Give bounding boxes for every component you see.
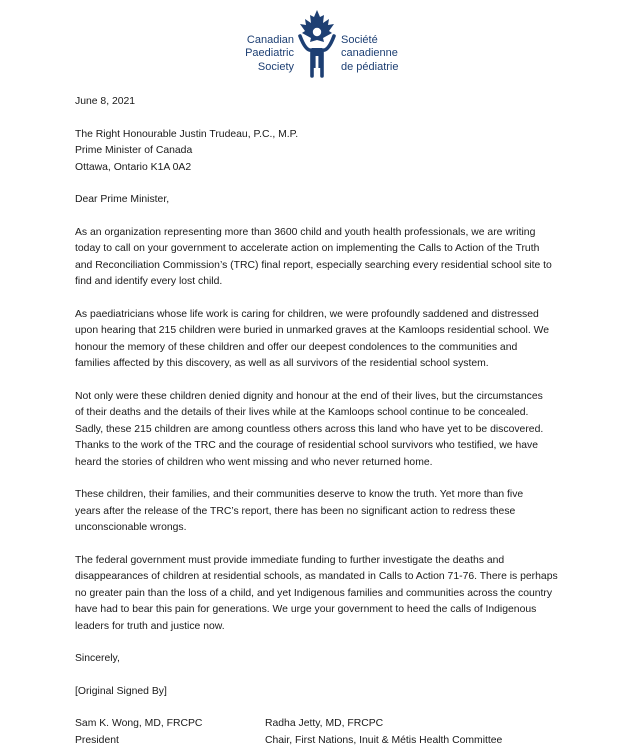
- signatory-titles: [75, 733, 595, 749]
- society-name-fr-line: canadienne: [341, 47, 399, 60]
- letterhead: [0, 10, 636, 82]
- paragraph-line: Thanks to the work of the TRC and the courage of residential school survivors who testified, we have: [75, 438, 595, 455]
- paragraph-line: no greater pain than the loss of a child, and yet Indigenous families and communities across the country: [75, 586, 595, 603]
- paragraph-line: Sadly, these 215 children are among countless others across this land who have yet to be discovered.: [75, 422, 595, 439]
- letter-body: [75, 94, 595, 749]
- paragraph-2: [75, 307, 595, 373]
- paragraph-line: The federal government must provide immediate funding to further investigate the deaths and: [75, 553, 595, 570]
- paragraph-5: [75, 553, 595, 636]
- paragraph-line: honour the memory of these children and offer our deepest condolences to the communities and: [75, 340, 595, 357]
- signatory-names: [75, 716, 595, 733]
- paragraph-line: and Reconciliation Commission’s (TRC) final report, especially searching every residential school site to: [75, 258, 595, 275]
- maple-leaf-child-logo-icon: [296, 10, 338, 80]
- closing: Sincerely,: [75, 651, 595, 668]
- paragraph-3: [75, 389, 595, 472]
- recipient-line: The Right Honourable Justin Trudeau, P.C., M.P.: [75, 127, 595, 144]
- paragraph-line: find and identify every lost child.: [75, 274, 595, 291]
- paragraph-line: families affected by this discovery, as well as all survivors of the residential school system.: [75, 356, 595, 373]
- letter-date: June 8, 2021: [75, 94, 595, 111]
- recipient-line: Ottawa, Ontario K1A 0A2: [75, 160, 595, 177]
- society-name-fr-line: de pédiatrie: [341, 61, 399, 74]
- paragraph-line: As an organization representing more than 3600 child and youth health professionals, we are writing: [75, 225, 595, 242]
- society-name-en-line: Paediatric: [245, 47, 294, 60]
- signatory-name: Radha Jetty, MD, FRCPC: [265, 716, 383, 733]
- paragraph-line: heard the stories of children who went missing and who never returned home.: [75, 455, 595, 472]
- signatory-name: Sam K. Wong, MD, FRCPC: [75, 718, 202, 729]
- society-name-en-line: Canadian: [245, 34, 294, 47]
- signed-note: [Original Signed By]: [75, 684, 595, 701]
- paragraph-line: unconscionable wrongs.: [75, 520, 595, 537]
- paragraph-line: today to call on your government to accelerate action on implementing the Calls to Action of the Truth: [75, 241, 595, 258]
- paragraph-4: [75, 487, 595, 537]
- paragraph-line: As paediatricians whose life work is caring for children, we were profoundly saddened and distressed: [75, 307, 595, 324]
- paragraph-line: have had to bear this pain for generations. We urge your government to heed the calls of Indigenous: [75, 602, 595, 619]
- paragraph-line: leaders for truth and justice now.: [75, 619, 595, 636]
- paragraph-line: Not only were these children denied dignity and honour at the end of their lives, but the circumstances: [75, 389, 595, 406]
- paragraph-1: [75, 225, 595, 291]
- signatory-title: President: [75, 735, 119, 746]
- paragraph-line: years after the release of the TRC’s report, there has been no significant action to redress these: [75, 504, 595, 521]
- society-name-fr-line: Société: [341, 34, 399, 47]
- recipient-address: [75, 127, 595, 177]
- paragraph-line: disappearances of children at residential schools, as mandated in Calls to Action 71-76. There is perhaps: [75, 569, 595, 586]
- paragraph-line: of their deaths and the details of their lives while at the Kamloops school continue to be concealed.: [75, 405, 595, 422]
- recipient-line: Prime Minister of Canada: [75, 143, 595, 160]
- society-name-english: [245, 34, 294, 74]
- paragraph-line: upon hearing that 215 children were buried in unmarked graves at the Kamloops residential school. We: [75, 323, 595, 340]
- paragraph-line: These children, their families, and their communities deserve to know the truth. Yet more than five: [75, 487, 595, 504]
- society-name-french: [341, 34, 399, 74]
- salutation: Dear Prime Minister,: [75, 192, 595, 209]
- society-name-en-line: Society: [245, 61, 294, 74]
- signatory-title: Chair, First Nations, Inuit & Métis Health Committee: [265, 733, 502, 749]
